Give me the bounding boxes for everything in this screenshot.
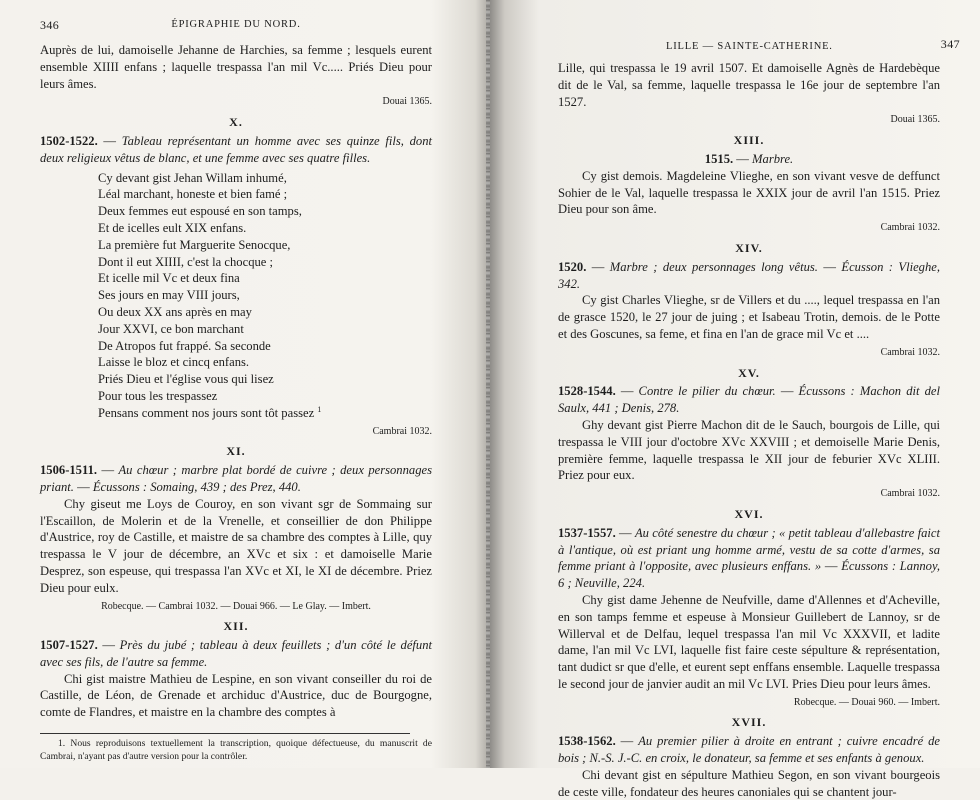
epitaph-poem bbox=[40, 170, 432, 422]
entry-dates: 1502-1522. bbox=[40, 133, 98, 148]
entry-header: 1515. — Marbre. bbox=[704, 151, 794, 166]
source-note: Cambrai 1032. bbox=[880, 222, 940, 234]
entry-dates: 1538-1562. bbox=[558, 734, 616, 749]
section-number: XIV. bbox=[735, 240, 763, 255]
entry-header: 1520. — Marbre ; deux personnages long vêtus. — Écusson : Vlieghe, 342. bbox=[558, 259, 941, 291]
poem-line-text: Pensans comment nos jours sont tôt passez bbox=[98, 405, 315, 420]
poem-line: Léal marchant, honeste et bien famé ; bbox=[98, 187, 288, 202]
poem-line: Pour tous les trespassez bbox=[98, 388, 218, 403]
entry-description: Près du jubé ; tableau à deux feuillets ; d'un côté le défunt avec ses fils, de l'autre sa femme. bbox=[40, 638, 433, 669]
entry-header: 1537-1557. — Au côté senestre du chœur ; « petit tableau d'allebastre faict à l'antique, où est priant ung homme armé, vestu de sa cotte d'armes, sa femme priant à l'opposite, avec plusieurs enffans. » — Écussons : Lannoy, 6 ; Neuville, 224. bbox=[558, 525, 941, 591]
poem-line: Et icelle mil Vc et deux fina bbox=[98, 271, 240, 286]
source-note: Douai 1365. bbox=[382, 96, 432, 108]
running-title-left: ÉPIGRAPHIE DU NORD. bbox=[171, 19, 301, 31]
poem-line: Laisse le bloz et cincq enfans. bbox=[98, 355, 250, 370]
entry-description: Contre le pilier du chœur. bbox=[638, 384, 776, 399]
poem-line: Jour XXVI, ce bon marchant bbox=[98, 321, 244, 336]
poem-line: Deux femmes eut espousé en son tamps, bbox=[98, 204, 302, 219]
poem-line: La première fut Marguerite Senocque, bbox=[98, 237, 291, 252]
entry-shields: Écussons : Lannoy, 6 ; Neuville, 224. bbox=[558, 559, 941, 591]
entry-description: Au chœur ; marbre plat bordé de cuivre ; deux personnages priant. bbox=[40, 463, 432, 494]
entry-description: Au côté senestre du chœur ; « petit tableau d'allebastre faict à l'antique, où est priant ung homme armé, vestu de sa cotte d'armes, sa femme priant à l'opposite, avec plusieurs enffans. » bbox=[558, 525, 940, 574]
entry-description: Marbre ; deux personnages long vêtus. bbox=[609, 259, 818, 274]
inscription-text: Chi devant gist en sépulture Mathieu Segon, en son vivant bourgeois de ceste ville, fondateur des heures canoniales qui se chantent jour- bbox=[558, 767, 940, 799]
opening-paragraph-left: Auprès de lui, damoiselle Jehanne de Harchies, sa femme ; lesquels eurent ensemble XIIII enfans ; laquelle trespassa l'an mil Vc..... Priés Dieu pour leurs âmes. bbox=[40, 43, 432, 91]
right-page-content bbox=[558, 60, 940, 800]
poem-line: Et de icelles eult XIX enfans. bbox=[98, 220, 247, 235]
entry-description: Au premier pilier à droite en entrant ; cuivre encadré de bois ; N.-S. J.-C. en croix, le donateur, sa femme et ses enfants à genoux. bbox=[558, 734, 941, 766]
inscription-text: Ghy devant gist Pierre Machon dit de le Sauch, bourgois de Lille, qui trespassa le VIII jour d'octobre XVc XXVIII ; et demoiselle Marie Denis, première femme, laquelle trespassa le XII jour de feburier XVc XLIII. Priez pour eux. bbox=[558, 417, 940, 483]
entry-shields: Écussons : Machon dit del Saulx, 441 ; Denis, 278. bbox=[558, 384, 941, 416]
entry-dates: 1528-1544. bbox=[558, 384, 616, 399]
section-number: XVII. bbox=[731, 715, 767, 730]
section-number: X. bbox=[229, 115, 243, 130]
source-note: Cambrai 1032. bbox=[880, 346, 940, 358]
poem-line bbox=[98, 405, 432, 422]
footnote-divider bbox=[40, 733, 410, 734]
poem-line: De Atropos fut frappé. Sa seconde bbox=[98, 338, 271, 353]
source-note: Cambrai 1032. bbox=[372, 425, 432, 437]
inscription-text: Chi gist maistre Mathieu de Lespine, en son vivant conseiller du roi de Castille, de Léon, de Grenade et archiduc d'Austrice, duc de Bourgogne, comte de Flandres, et maistre en la chambre des comptes à bbox=[40, 671, 432, 720]
source-note: Douai 1365. bbox=[890, 114, 940, 126]
page-number-right: 347 bbox=[940, 37, 960, 51]
footnote-marker: 1 bbox=[317, 404, 322, 414]
entry-description: Tableau représentant un homme avec ses quinze fils, dont deux religieux vêtus de blanc, et une femme avec ses quatre filles. bbox=[40, 133, 433, 165]
entry-shields: Écussons : Somaing, 439 ; des Prez, 440. bbox=[92, 479, 301, 494]
source-note: Robecque. — Cambrai 1032. — Douai 966. — Le Glay. — Imbert. bbox=[101, 600, 371, 612]
inscription-text: Chy gist dame Jehenne de Neufville, dame d'Allennes et d'Acheville, en son tamps femme et espeuse à Monsieur Guillebert de Lannoy, sr de Willerval et de Delfau, lequel trespassa l'an mil Vc XXXVII, et ladite dame, l'an mil Vc LVI, laquelle fist faire ceste sépulture & représentation, tant dudict sr que d'elle, et eurent sept enffans ensemble. Laquelle trespassa le second jour de janvier audit an mil Vc LVI. Pries Dieu pour leurs âmes. bbox=[558, 592, 940, 691]
entry-header: 1502-1522. — Tableau représentant un homme avec ses quinze fils, dont deux religieux vêtus de blanc, et une femme avec ses quatre filles. bbox=[40, 133, 433, 165]
poem-line: Dont il eut XIIII, c'est la chocque ; bbox=[98, 254, 274, 269]
entry-dates: 1515. bbox=[704, 151, 734, 166]
left-running-head bbox=[40, 18, 432, 34]
section-number: XII. bbox=[223, 619, 249, 634]
entry-dates: 1507-1527. bbox=[40, 638, 98, 653]
poem-line: Ou deux XX ans après en may bbox=[98, 304, 252, 319]
poem-line: Cy devant gist Jehan Willam inhumé, bbox=[98, 170, 287, 185]
source-note: Robecque. — Douai 960. — Imbert. bbox=[793, 696, 940, 708]
entry-header: 1538-1562. — Au premier pilier à droite en entrant ; cuivre encadré de bois ; N.-S. J.-C. en croix, le donateur, sa femme et ses enfants à genoux. bbox=[558, 734, 941, 766]
inscription-text: Cy gist demois. Magdeleine Vlieghe, en son vivant vesve de deffunct Sohier de le Val, laquelle trespassa le XXIX jour de avril l'an 1515. Priez Dieu pour son âme. bbox=[558, 168, 940, 217]
section-number: XVI. bbox=[734, 506, 764, 521]
page-number-left: 346 bbox=[40, 18, 60, 33]
inscription-text: Cy gist Charles Vlieghe, sr de Villers et du ...., lequel trespassa en l'an de grasce 1520, le 27 jour de juing ; et Isabeau Trotin, demois. de le Potte et des Goscunes, sa feme, et fina en l'an de grace mil Vc et .... bbox=[558, 293, 940, 341]
entry-shields: Écusson : Vlieghe, 342. bbox=[558, 259, 941, 291]
left-page-content bbox=[40, 18, 432, 763]
entry-header: 1506-1511. — Au chœur ; marbre plat bordé de cuivre ; deux personnages priant. — Écussons : Somaing, 439 ; des Prez, 440. bbox=[40, 463, 432, 494]
source-note: Cambrai 1032. bbox=[880, 488, 940, 500]
section-number: XV. bbox=[738, 365, 760, 380]
section-number: XIII. bbox=[733, 133, 765, 148]
entry-dates: 1506-1511. bbox=[40, 463, 98, 478]
left-page bbox=[0, 0, 490, 768]
inscription-text: Chy giseut me Loys de Couroy, en son vivant sgr de Sommaing sur l'Escaillon, de Molerin et de la Vrenelle, et conseillier de don Philippe d'Austrice, roy de Castille, et maistre de sa chambre des comptes à Lille, quy trespassa le V jour de décembre, an XVc et six : et damoiselle Marie Desprez, son espeuse, qui trespassa l'an XVc et XI, le XI de décembre. Priez Dieu pour eulx. bbox=[40, 496, 432, 595]
entry-dates: 1537-1557. bbox=[558, 525, 616, 540]
right-running-head bbox=[558, 36, 960, 52]
right-page bbox=[490, 0, 980, 799]
running-title-right: LILLE — SAINTE-CATHERINE. bbox=[666, 41, 833, 52]
poem-line: Priés Dieu et l'église vous qui lisez bbox=[98, 372, 274, 387]
entry-description: Marbre. bbox=[752, 151, 794, 166]
entry-dates: 1520. bbox=[558, 259, 587, 274]
footnote: 1. Nous reproduisons textuellement la transcription, quoique défectueuse, du manuscrit de Cambrai, n'ayant pas d'autre version pour la contrôler. bbox=[40, 738, 432, 762]
poem-line: Ses jours en may VIII jours, bbox=[98, 288, 240, 303]
entry-header: 1507-1527. — Près du jubé ; tableau à deux feuillets ; d'un côté le défunt avec ses fils, de l'autre sa femme. bbox=[40, 638, 433, 669]
entry-header: 1528-1544. — Contre le pilier du chœur. — Écussons : Machon dit del Saulx, 441 ; Denis, 278. bbox=[558, 384, 941, 416]
section-number: XI. bbox=[226, 444, 246, 459]
opening-paragraph-right: Lille, qui trespassa le 19 avril 1507. Et damoiselle Agnès de Hardebèque dit de le Val, sa femme, laquelle trespassa le 16e jour de septembre l'an 1527. bbox=[558, 61, 940, 109]
